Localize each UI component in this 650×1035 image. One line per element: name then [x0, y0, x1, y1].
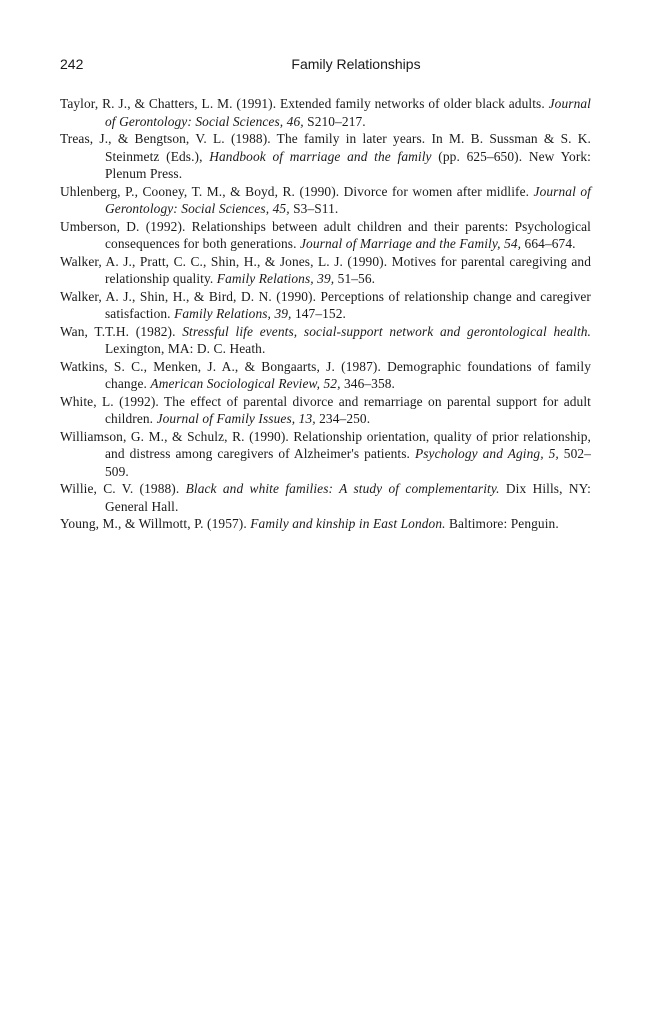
page-number: 242 [60, 56, 84, 72]
reference-entry: Young, M., & Willmott, P. (1957). Family and kinship in East London. Baltimore: Penguin. [60, 516, 559, 531]
reference-entry: Taylor, R. J., & Chatters, L. M. (1991). Extended family networks of older black adults. Journal of Gerontology: Social Sciences, 46, S210–217. [60, 96, 591, 129]
reference-entry: White, L. (1992). The effect of parental divorce and remarriage on parental support for adult children. Journal of Family Issues, 13, 234–250. [60, 393, 591, 426]
reference-entry: Watkins, S. C., Menken, J. A., & Bongaarts, J. (1987). Demographic foundations of family change. American Sociological Review, 52, 346–358. [60, 358, 591, 391]
reference-entry: Walker, A. J., Shin, H., & Bird, D. N. (1990). Perceptions of relationship change and caregiver satisfaction. Family Relations, 39, 147–152. [60, 288, 591, 321]
reference-entry: Umberson, D. (1992). Relationships between adult children and their parents: Psychological consequences for both generations. Journal of Marriage and the Family, 54, 664–674. [60, 218, 591, 251]
reference-list [60, 95, 591, 533]
running-head [60, 56, 600, 76]
reference-entry: Williamson, G. M., & Schulz, R. (1990). Relationship orientation, quality of prior relationship, and distress among caregivers of Alzheimer's patients. Psychology and Aging, 5, 502–509. [60, 428, 591, 479]
reference-entry: Wan, T.T.H. (1982). Stressful life events, social-support network and gerontological health. Lexington, MA: D. C. Heath. [60, 323, 592, 356]
reference-entry: Treas, J., & Bengtson, V. L. (1988). The family in later years. In M. B. Sussman & S. K. Steinmetz (Eds.), Handbook of marriage and the family (pp. 625–650). New York: Plenum Press. [60, 131, 592, 181]
reference-entry: Uhlenberg, P., Cooney, T. M., & Boyd, R. (1990). Divorce for women after midlife. Journal of Gerontology: Social Sciences, 45, S3–S11. [60, 183, 591, 216]
running-title: Family Relationships [291, 56, 421, 72]
reference-entry: Willie, C. V. (1988). Black and white families: A study of complementarity. Dix Hills, NY: General Hall. [60, 481, 591, 514]
reference-entry: Walker, A. J., Pratt, C. C., Shin, H., & Jones, L. J. (1990). Motives for parental caregiving and relationship quality. Family Relations, 39, 51–56. [60, 253, 591, 286]
